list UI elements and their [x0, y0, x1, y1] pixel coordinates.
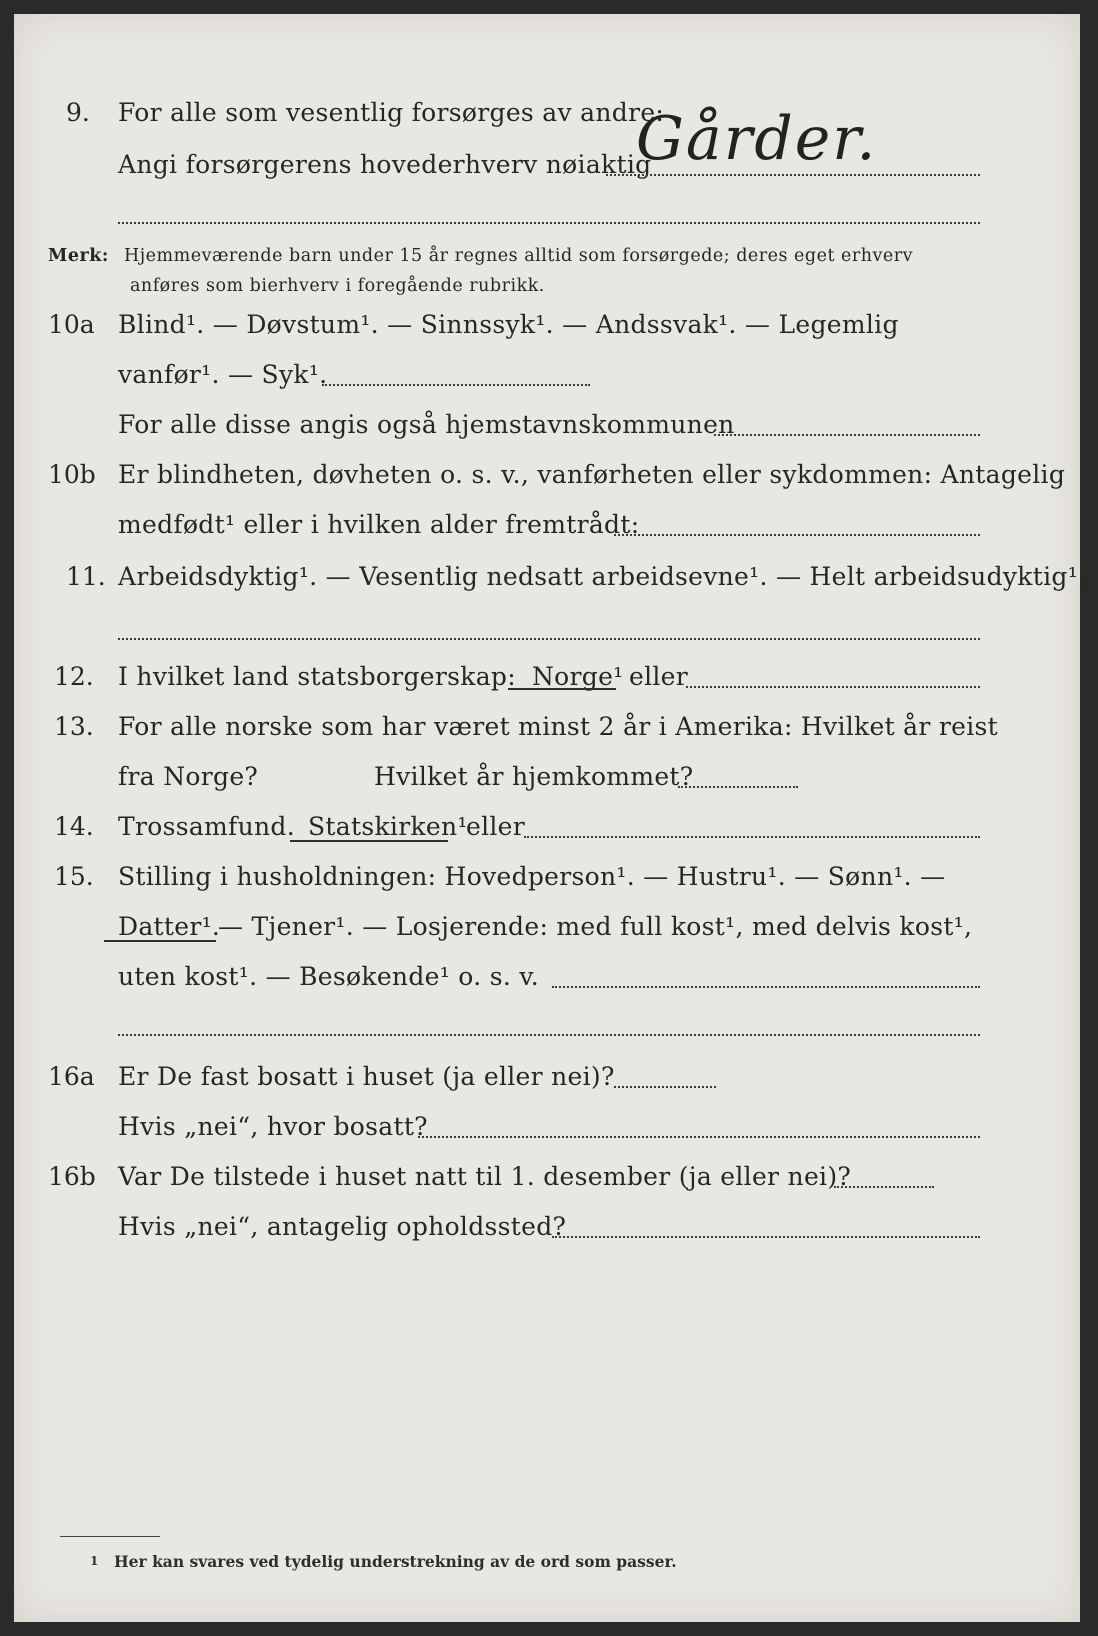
- q15-line3: uten kost¹. — Besøkende¹ o. s. v.: [118, 962, 540, 991]
- q12-norge-underline: [508, 688, 616, 690]
- q14-statskirken-underline: [290, 840, 448, 842]
- q15-number: 15.: [54, 862, 94, 891]
- q15-line1: Stilling i husholdningen: Hovedperson¹. — Hustru¹. — Sønn¹. —: [118, 862, 946, 891]
- q13-number: 13.: [54, 712, 94, 741]
- q10a-number: 10a: [48, 310, 95, 339]
- q9-continuation-line[interactable]: [118, 222, 980, 224]
- q10a-answer-line[interactable]: [322, 384, 590, 386]
- q14-answer-line[interactable]: [524, 836, 980, 838]
- merk-line1: Hjemmeværende barn under 15 år regnes alltid som forsørgede; deres eget erhverv: [124, 246, 914, 266]
- q13-answer-line[interactable]: [678, 786, 798, 788]
- q13-line2b: Hvilket år hjemkommet?: [374, 762, 694, 791]
- q16b-line2: Hvis „nei“, antagelig opholdssted?: [118, 1212, 567, 1241]
- q15-continuation-line[interactable]: [118, 1034, 980, 1036]
- q15-answer-line[interactable]: [552, 986, 980, 988]
- q10b-line2: medfødt¹ eller i hvilken alder fremtrådt:: [118, 510, 640, 539]
- q12-suffix: eller: [629, 662, 689, 691]
- q9-line1: For alle som vesentlig forsørges av andre:: [118, 98, 665, 127]
- q9-number: 9.: [66, 98, 90, 127]
- q10b-answer-line[interactable]: [614, 534, 980, 536]
- q14-suffix: eller: [466, 812, 526, 841]
- q16a-line1: Er De fast bosatt i huset (ja eller nei)?: [118, 1062, 615, 1091]
- merk-line2: anføres som bierhverv i foregående rubrikk.: [130, 276, 545, 296]
- q11-answer-line[interactable]: [118, 638, 980, 640]
- q11-number: 11.: [66, 562, 106, 591]
- q16a-location-line[interactable]: [418, 1136, 980, 1138]
- q16a-number: 16a: [48, 1062, 95, 1091]
- q16b-line1: Var De tilstede i huset natt til 1. desember (ja eller nei)?: [118, 1162, 852, 1191]
- q14-number: 14.: [54, 812, 94, 841]
- q12-answer-line[interactable]: [686, 686, 980, 688]
- q9-handwritten-answer: Gårder.: [636, 104, 878, 174]
- q9-answer-line[interactable]: [606, 174, 980, 176]
- q16b-location-line[interactable]: [552, 1236, 980, 1238]
- q12-number: 12.: [54, 662, 94, 691]
- q9-line2: Angi forsørgerens hovederhverv nøiaktig: [118, 150, 652, 179]
- q14-prefix: Trossamfund.: [118, 812, 295, 841]
- q11-line1: Arbeidsdyktig¹. — Vesentlig nedsatt arbeidsevne¹. — Helt arbeidsudyktig¹.: [118, 562, 1087, 591]
- q10a-line2: vanfør¹. — Syk¹.: [118, 360, 328, 389]
- q12-prefix: I hvilket land statsborgerskap:: [118, 662, 516, 691]
- q14-option-statskirken[interactable]: Statskirken¹: [308, 812, 468, 841]
- q10a-municipality-line[interactable]: [714, 434, 980, 436]
- q15-line2b: — Tjener¹. — Losjerende: med full kost¹, med delvis kost¹,: [218, 912, 973, 941]
- q16a-answer-line[interactable]: [614, 1086, 716, 1088]
- census-form-page: [14, 14, 1087, 1622]
- footnote-mark: 1: [90, 1554, 99, 1568]
- q16a-line2: Hvis „nei“, hvor bosatt?: [118, 1112, 428, 1141]
- q15-option-datter[interactable]: Datter¹.: [118, 912, 221, 941]
- q13-line1: For alle norske som har været minst 2 år i Amerika: Hvilket år reist: [118, 712, 999, 741]
- q12-option-norge[interactable]: Norge¹: [532, 662, 624, 691]
- q16b-answer-line[interactable]: [834, 1186, 934, 1188]
- q10b-line1: Er blindheten, døvheten o. s. v., vanførheten eller sykdommen: Antagelig: [118, 460, 1066, 489]
- q13-line2a: fra Norge?: [118, 762, 259, 791]
- q10a-line1: Blind¹. — Døvstum¹. — Sinnssyk¹. — Andssvak¹. — Legemlig: [118, 310, 899, 339]
- q16b-number: 16b: [48, 1162, 96, 1191]
- footnote-rule: [60, 1536, 160, 1537]
- q10b-number: 10b: [48, 460, 96, 489]
- footnote-text: Her kan svares ved tydelig understrekning av de ord som passer.: [114, 1552, 677, 1571]
- q10a-line3: For alle disse angis også hjemstavnskommunen: [118, 410, 735, 439]
- q15-datter-underline: [104, 940, 216, 942]
- merk-label: Merk:: [48, 246, 109, 266]
